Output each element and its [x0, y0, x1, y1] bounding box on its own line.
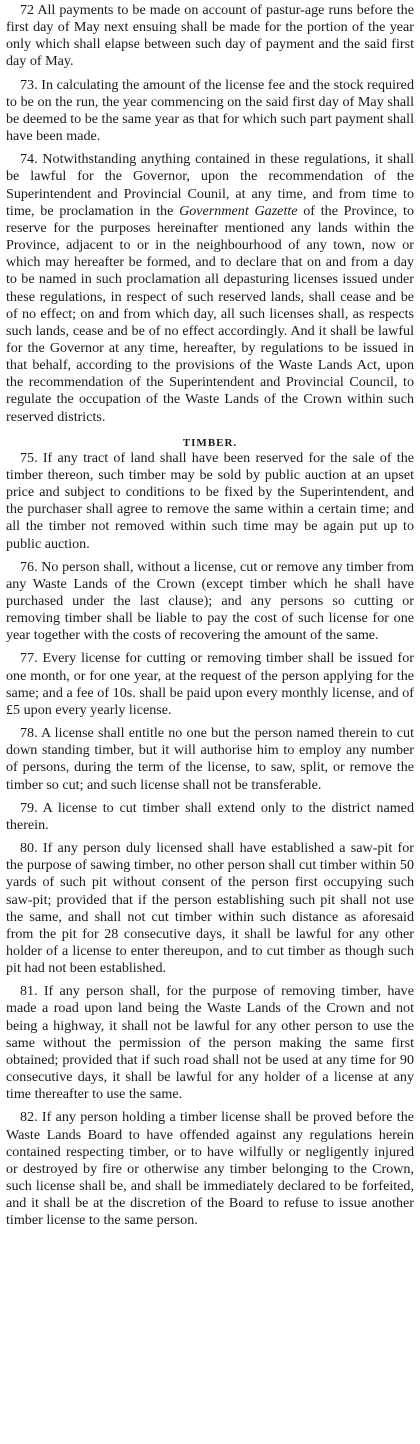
paragraph-80: 80. If any person duly licensed shall have established a saw-pit for the purpose of sawing timber, no other person shall cut timber within 50 yards of such pit without consent of the person first occupying such saw-pit; provided that if the person establishing such pit shall not use the same, and shall not cut timber within such distance as aforesaid from the pit for 28 consecutive days, it shall be lawful for any other holder of a license to enter thereupon, and to cut timber as though such pit had not been established. [6, 840, 414, 977]
paragraph-74-text-before: 74. Notwithstanding anything contained in these regulations, it shall be lawful for the Governor, upon the recommendation of the Superintendent and Provincial Counil, at any time, and from time to time, be proclamation in the [6, 151, 414, 219]
paragraph-77: 77. Every license for cutting or removing timber shall be issued for one month, or for one year, at the request of the person applying for the same; and a fee of 10s. shall be paid upon every monthly license, and of £5 upon every yearly license. [6, 650, 414, 718]
paragraph-72: 72 All payments to be made on account of pastur-age runs before the first day of May next ensuing shall be made for the portion of the year only which shall elapse between such day of payment and the said first day of May. [6, 2, 414, 70]
paragraph-74 [6, 151, 414, 426]
paragraph-78: 78. A license shall entitle no one but the person named therein to cut down standing timber, but it will authorise him to employ any number of persons, during the term of the license, to saw, split, or remove the timber so cut; and such license shall not be transferable. [6, 725, 414, 793]
section-heading-timber: TIMBER. [182, 436, 238, 449]
paragraph-81: 81. If any person shall, for the purpose of removing timber, have made a road upon land being the Waste Lands of the Crown and not being a highway, it shall not be lawful for any other person to use the same without the permission of the person making the same first obtained; provided that if such road shall not be used at any time for 90 consecutive days, it shall be lawful for any holder of a license at any time thereafter to use the same. [6, 983, 414, 1103]
paragraph-79: 79. A license to cut timber shall extend only to the district named therein. [6, 799, 414, 833]
paragraph-76: 76. No person shall, without a license, cut or remove any timber from any Waste Lands of the Crown (except timber which he shall have purchased under the last clause); and any persons so cutting or removing timber shall be liable to pay the cost of such license for one year together with the costs of recovering the amount of the same. [6, 558, 414, 644]
paragraph-75: 75. If any tract of land shall have been reserved for the sale of the timber thereon, such timber may be sold by public auction at an upset price and subject to conditions to be fixed by the Superintendent, and the purchaser shall agree to remove the same within a certain time; and all the timber not removed within such time may be again put up to public auction. [6, 449, 414, 552]
document-column [6, 2, 414, 1229]
paragraph-82: 82. If any person holding a timber license shall be proved before the Waste Lands Board to have offended against any regulations herein contained respecting timber, or to have wilfully or negligently injured or destroyed by fire or otherwise any timber belonging to the Crown, such license shall be, and shall be immediately declared to be forfeited, and it shall be at the discretion of the Board to refuse to issue another timber license to the same person. [6, 1109, 414, 1229]
paragraph-74-text-after: of the Province, to reserve for the purposes hereinafter mentioned any lands within the Province, adjacent to or in the neighbourhood of any town, now or which may hereafter be formed, and to declare that on and from a day to be named in such proclamation all depasturing licenses issued under these regulations, in respect of such reserved lands, shall cease and be of no effect; on and from which day, all such licenses shall, as respects such lands, cease and be of no effect accordingly. And it shall be lawful for the Governor at any time, hereafter, by regulations to be issued in that behalf, according to the provisions of the Waste Lands Act, upon the recommendation of the Superintendent and Provincial Council, to regulate the occupation of the Waste Lands of the Crown within such reserved districts. [6, 202, 414, 425]
government-gazette-title: Government Gazette [179, 202, 298, 219]
paragraph-73: 73. In calculating the amount of the license fee and the stock required to be on the run, the year commencing on the said first day of May shall be deemed to be the same year as that for which such part payment shall have been made. [6, 76, 414, 145]
